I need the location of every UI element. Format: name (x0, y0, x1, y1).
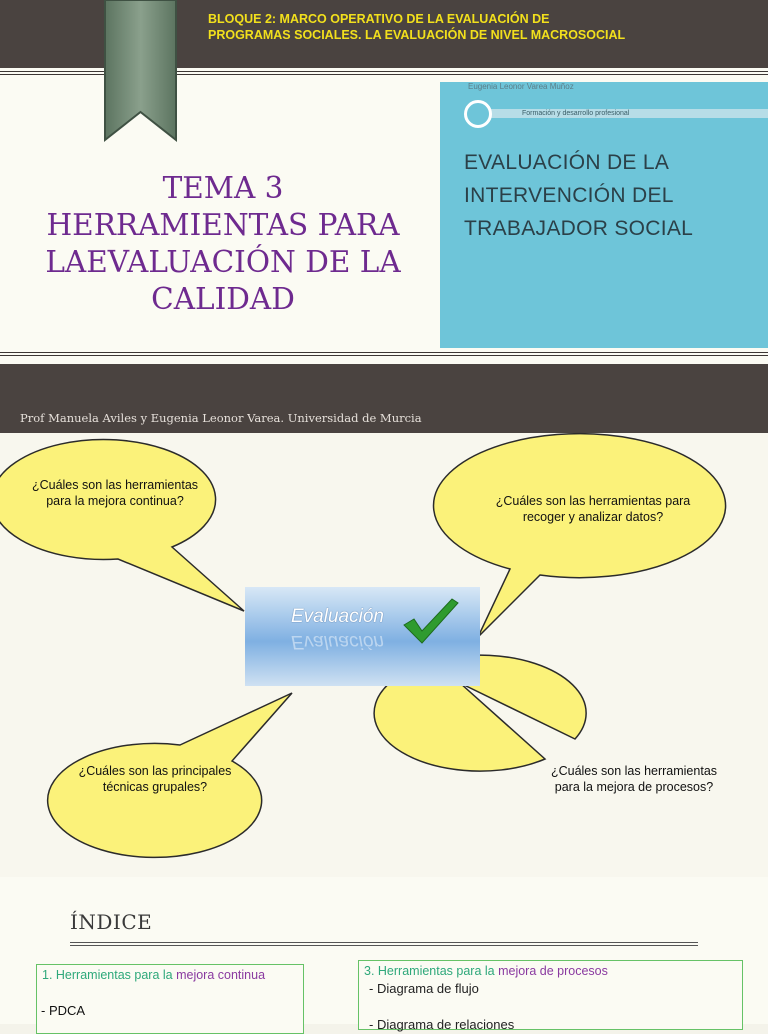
index-item: - PDCA (41, 1003, 86, 1018)
title-slide (0, 0, 768, 433)
book-cover-image (440, 82, 768, 348)
bloque-title: BLOQUE 2: MARCO OPERATIVO DE LA EVALUACIÓN DE PROGRAMAS SOCIALES. LA EVALUACIÓN DE NIVEL MACROSOCIAL (208, 12, 626, 42)
slide-title-line: HERRAMIENTAS PARA (46, 208, 400, 242)
slide-title-line: LAEVALUACIÓN DE LA (45, 245, 401, 279)
index-divider-secondary (70, 945, 698, 946)
footer-divider-secondary (0, 355, 768, 356)
book-title (464, 146, 764, 245)
footer-divider (0, 352, 768, 353)
index-divider (70, 942, 698, 943)
index-item: - Diagrama de relaciones (369, 1017, 515, 1032)
questions-slide (0, 433, 768, 877)
book-series: Formación y desarrollo profesional (522, 110, 630, 117)
footer-credits: Prof Manuela Aviles y Eugenia Leonor Varea. Universidad de Murcia (20, 411, 422, 425)
question-tecnicas-grupales: ¿Cuáles son las principales técnicas grupales? (78, 764, 232, 794)
index-heading-highlight: mejora continua (176, 968, 266, 982)
book-author: Eugenia Leonor Varea Muñoz (468, 82, 574, 91)
evaluacion-image (245, 587, 480, 686)
index-title: ÍNDICE (70, 910, 153, 934)
book-title-line: TRABAJADOR SOCIAL (464, 217, 694, 240)
index-section-mejora-procesos (358, 960, 743, 1030)
book-circle-icon (464, 100, 492, 128)
slide-title-line: CALIDAD (151, 282, 295, 316)
question-mejora-procesos: ¿Cuáles son las herramientas para la mejora de procesos? (550, 764, 718, 794)
slide-title-line: TEMA 3 (162, 171, 284, 205)
checkmark-icon (400, 595, 460, 645)
bookmark-ribbon-icon (103, 0, 178, 140)
question-mejora-continua: ¿Cuáles son las herramientas para la mejora continua? (31, 478, 199, 508)
book-title-line: EVALUACIÓN DE LA (464, 151, 670, 174)
index-section-heading (42, 968, 265, 982)
index-section-mejora-continua (36, 964, 304, 1034)
index-slide (0, 877, 768, 1032)
evaluacion-reflection: Evaluación (291, 631, 384, 652)
index-heading-highlight: mejora de procesos (498, 964, 608, 978)
evaluacion-label: Evaluación (291, 606, 384, 627)
index-heading-text: 3. Herramientas para la (364, 964, 499, 978)
slide-title (28, 170, 418, 318)
index-heading-text: 1. Herramientas para la (42, 968, 177, 982)
book-title-line: INTERVENCIÓN DEL (464, 184, 674, 207)
index-section-heading (364, 964, 608, 978)
index-item: - Diagrama de flujo (369, 981, 479, 996)
speech-bubble-top-left (0, 439, 244, 611)
question-recoger-datos: ¿Cuáles son las herramientas para recoger y analizar datos? (495, 494, 691, 524)
